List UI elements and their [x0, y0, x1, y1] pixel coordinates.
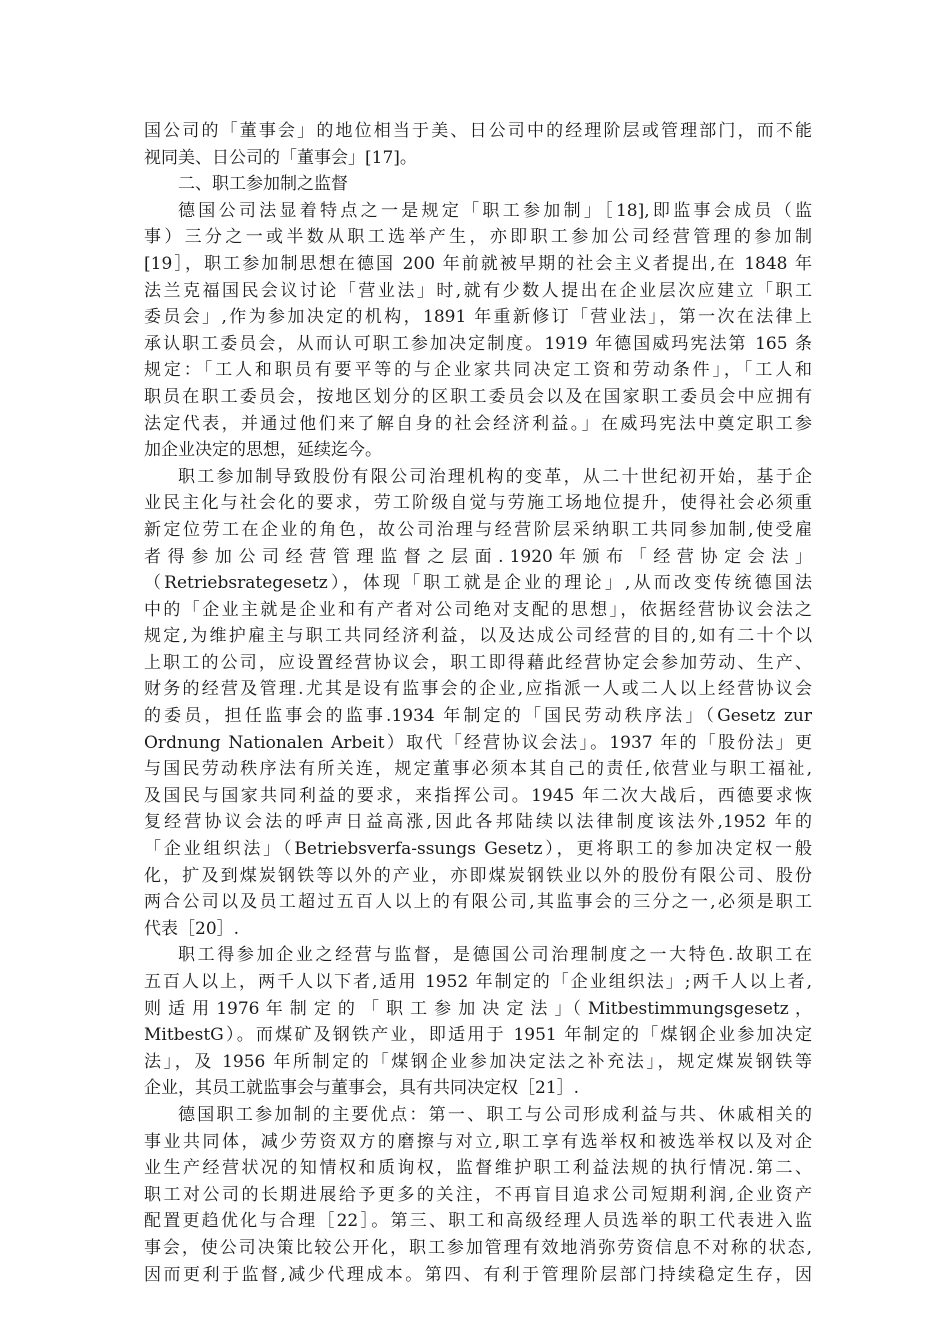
text-line: 新定位劳工在企业的角色，故公司治理与经营阶层采纳职工共同参加制,使受雇: [144, 519, 812, 540]
text-line: 财务的经营及管理.尤其是设有监事会的企业,应指派一人或二人以上经营协议会: [144, 679, 812, 700]
text-line: 因而更利于监督,减少代理成本。第四、有利于管理阶层部门持续稳定生存，因: [144, 1264, 812, 1285]
text-line: 职工参加制导致股份有限公司治理机构的变革，从二十世纪初开始，基于企: [178, 466, 812, 487]
text-line: 代表［20］.: [144, 918, 240, 939]
text-line: 德国职工参加制的主要优点：第一、职工与公司形成利益与共、休戚相关的: [178, 1104, 812, 1125]
text-line: 加企业决定的思想，延续迄今。: [144, 440, 382, 461]
text-line: 德国公司法显着特点之一是规定「职工参加制」［18],即监事会成员（监: [178, 200, 812, 221]
text-line: 法兰克福国民会议讨论「营业法」时,就有少数人提出在企业层次应建立「职工: [144, 280, 812, 301]
text-line: 与国民劳动秩序法有所关连，规定董事必须本其自己的责任,依营业与职工福祉,: [144, 759, 812, 780]
text-line: 法定代表，并通过他们来了解自身的社会经济利益。」在威玛宪法中奠定职工参: [144, 413, 812, 434]
paragraph-continuation: [144, 118, 812, 171]
text-line: 事会，使公司决策比较公开化，职工参加管理有效地消弥劳资信息不对称的状态,: [144, 1237, 812, 1258]
text-line: 承认职工委员会，从而认可职工参加决定制度。1919 年德国威玛宪法第 165 条: [144, 333, 812, 354]
text-line: 国公司的「董事会」的地位相当于美、日公司中的经理阶层或管理部门，而不能: [144, 121, 812, 141]
text-line: 者 得 参 加 公 司 经 营 管 理 监 督 之 层 面 . 1920 年 颁 布 「 经 营 协 定 会 法 」: [144, 546, 812, 567]
text-line: 规定,为维护雇主与职工共同经济利益，以及达成公司经营的目的,如有二十个以: [144, 626, 812, 647]
document-page: [144, 118, 812, 1288]
text-line: 职员在职工委员会，按地区划分的区职工委员会以及在国家职工委员会中应拥有: [144, 386, 812, 407]
text-line: 五百人以上，两千人以下者,适用 1952 年制定的「企业组织法」;两千人以上者,: [144, 972, 812, 992]
section-heading: [144, 171, 812, 198]
text-line: Ordnung Nationalen Arbeit）取代「经营协议会法」。1937 年的「股份法」更: [144, 732, 812, 753]
text-line: 委员会」,作为参加决定的机构，1891 年重新修订「营业法」，第一次在法律上: [144, 307, 812, 328]
text-line: 职工得参加企业之经营与监督，是德国公司治理制度之一大特色.故职工在: [178, 945, 812, 966]
paragraph-applicable-laws: [144, 942, 812, 1102]
text-line: 法」，及 1956 年所制定的「煤钢企业参加决定法之补充法」，规定煤炭钢铁等: [144, 1051, 812, 1072]
text-line: 化，扩及到煤炭钢铁等以外的产业，亦即煤炭钢铁业以外的股份有限公司、股份: [144, 865, 812, 886]
text-line: （Retriebsrategesetz），体现「职工就是企业的理论」,从而改变传统德国法: [144, 573, 812, 594]
section-heading-text: 二、职工参加制之监督: [178, 174, 348, 195]
text-line: 复经营协议会法的呼声日益高涨,因此各邦陆续以法律制度该法外,1952 年的: [144, 812, 812, 833]
text-line: 职工对公司的长期进展给予更多的关注，不再盲目追求公司短期利润,企业资产: [144, 1184, 812, 1205]
text-line: 「企业组织法」（Betriebsverfa-ssungs Gesetz），更将职工的参加决定权一般: [144, 839, 812, 860]
text-line: 事业共同体，减少劳资双方的磨擦与对立,职工享有选举权和被选举权以及对企: [144, 1131, 812, 1152]
text-line: 则 适 用 1976 年 制 定 的 「 职 工 参 加 决 定 法 」（ Mitbestimmungsgesetz ，: [144, 998, 812, 1019]
paragraph-advantages: [144, 1102, 812, 1288]
text-line: 上职工的公司，应设置经营协议会，职工即得藉此经营协定会参加劳动、生产、: [144, 652, 812, 673]
text-line: [19］，职工参加制思想在德国 200 年前就被早期的社会主义者提出,在 1848 年: [144, 253, 812, 274]
text-line: MitbestG）。而煤矿及钢铁产业，即适用于 1951 年制定的「煤钢企业参加决定: [144, 1025, 812, 1046]
text-line: 的委员，担任监事会的监事.1934 年制定的「国民劳动秩序法」（Gesetz zur: [144, 706, 812, 727]
text-line: 中的「企业主就是企业和有产者对公司绝对支配的思想」，依据经营协议会法之: [144, 599, 812, 620]
text-line: 事）三分之一或半数从职工选举产生，亦即职工参加公司经营管理的参加制: [144, 227, 812, 248]
text-line: 企业，其员工就监事会与董事会，具有共同决定权［21］.: [144, 1078, 580, 1099]
text-line: 规定：「工人和职员有要平等的与企业家共同决定工资和劳动条件」，「工人和: [144, 360, 812, 381]
text-line: 两合公司以及员工超过五百人以上的有限公司,其监事会的三分之一,必须是职工: [144, 892, 812, 913]
paragraph-governance-reform: [144, 464, 812, 943]
text-line: 业民主化与社会化的要求，劳工阶级自觉与劳施工场地位提升，使得社会必须重: [144, 493, 812, 514]
text-line: 配置更趋优化与合理［22］。第三、职工和高级经理人员选举的职工代表进入监: [144, 1211, 812, 1232]
paragraph-worker-participation-origin: [144, 198, 812, 464]
text-line: 视同美、日公司的「董事会」[17]。: [144, 147, 417, 168]
text-line: 业生产经营状况的知情权和质询权，监督维护职工利益法规的执行情况.第二、: [144, 1158, 812, 1179]
text-line: 及国民与国家共同利益的要求，来指挥公司。1945 年二次大战后，西德要求恢: [144, 785, 812, 806]
